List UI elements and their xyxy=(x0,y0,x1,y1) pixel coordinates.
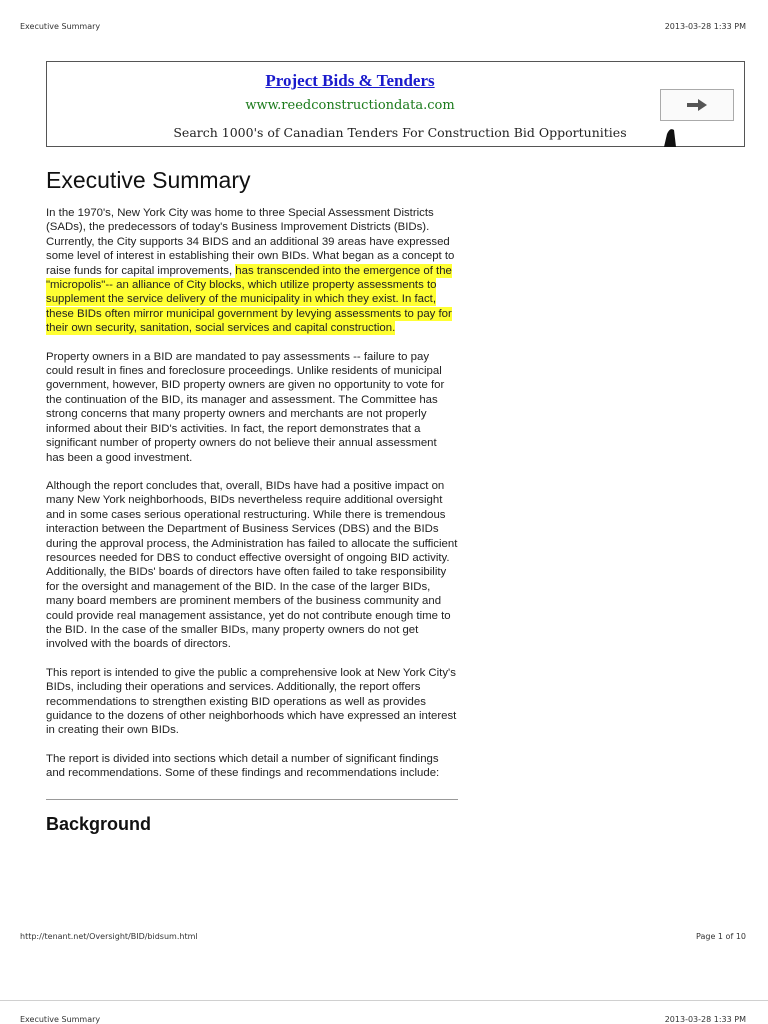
ad-url-link[interactable]: www.reedconstructiondata.com xyxy=(245,98,455,113)
print-header xyxy=(20,22,746,31)
highlighted-text: has transcended into the emergence of the "micropolis"-- an alliance of City blocks, which utilize property assessments to supplement the service delivery of the municipality in which they exist. In fact, these BIDs often mirror municipal government by levying assessments to pay for their own security, sanitation, social services and capital construction. xyxy=(46,264,452,335)
paragraph-oversight: Although the report concludes that, overall, BIDs have had a positive impact on many New York neighborhoods, BIDs nevertheless require additional oversight and in some cases serious operational restructuring. While there is tremendous interaction between the Department of Business Services (DBS) and the BIDs during the approval process, the Administration has failed to allocate the sufficient resources needed for DBS to conduct effective oversight of ongoing BID activity. Additionally, the BIDs' boards of directors have often failed to take responsibility for the oversight and management of the BID. In the case of the larger BIDs, many board members are prominent members of the business community and could provide real management assistance, yet do not contribute enough time to the BID. In the case of the smaller BIDs, many property owners do not get involved with the boards of directors. xyxy=(46,479,458,651)
next-header-timestamp: 2013-03-28 1:33 PM xyxy=(664,1015,746,1024)
next-header-doc-title: Executive Summary xyxy=(20,1015,101,1024)
ad-title-link[interactable]: Project Bids & Tenders xyxy=(265,71,435,90)
page-title: Executive Summary xyxy=(46,167,251,193)
ad-choices-icon[interactable] xyxy=(661,126,679,147)
page-break xyxy=(0,1000,768,1001)
paragraph-intro xyxy=(46,206,458,336)
header-doc-title: Executive Summary xyxy=(20,22,101,31)
footer-url: http://tenant.net/Oversight/BID/bidsum.html xyxy=(20,932,198,941)
section-heading-background: Background xyxy=(46,813,152,834)
intro-text: In the 1970's, New York City was home to three Special Assessment Districts (SADs), the predecessors of today's Business Improvement Districts (BIDs). Currently, the City supports 34 BIDS and an additional 39 areas have expressed some level of interest in establishing their own BIDs. What began as a concept to raise funds for capital improvements, xyxy=(46,207,455,277)
ad-description: Search 1000's of Canadian Tenders For Construction Bid Opportunities xyxy=(173,125,627,140)
next-page-header xyxy=(20,1015,746,1024)
arrow-right-icon xyxy=(686,98,708,112)
paragraph-report-purpose: This report is intended to give the public a comprehensive look at New York City's BIDs, including their operations and services. Additionally, the report offers recommendations to strengthen existing BID operations as well as provides guidance to the dozens of other neighborhoods which have expressed an interest in creating their own BIDs. xyxy=(46,666,457,737)
article-content xyxy=(46,166,458,835)
paragraph-property-owners: Property owners in a BID are mandated to pay assessments -- failure to pay could result in fines and foreclosure proceedings. Unlike residents of municipal government, however, BID property owners are given no opportunity to vote for the continuation of the BID, its manager and assessment. The Committee has strong concerns that many property owners and merchants are not properly informed about their BID's activities. In fact, the report demonstrates that a significant number of property owners do not believe their annual assessment has been a good investment. xyxy=(46,350,445,464)
section-divider xyxy=(46,799,458,800)
ad-go-button[interactable] xyxy=(660,89,734,121)
ad-banner[interactable] xyxy=(46,61,745,147)
footer-page-info: Page 1 of 10 xyxy=(696,932,746,941)
print-footer xyxy=(20,932,746,941)
paragraph-sections: The report is divided into sections which detail a number of significant findings and recommendations. Some of these findings and recommendations include: xyxy=(46,752,440,780)
header-timestamp: 2013-03-28 1:33 PM xyxy=(664,22,746,31)
